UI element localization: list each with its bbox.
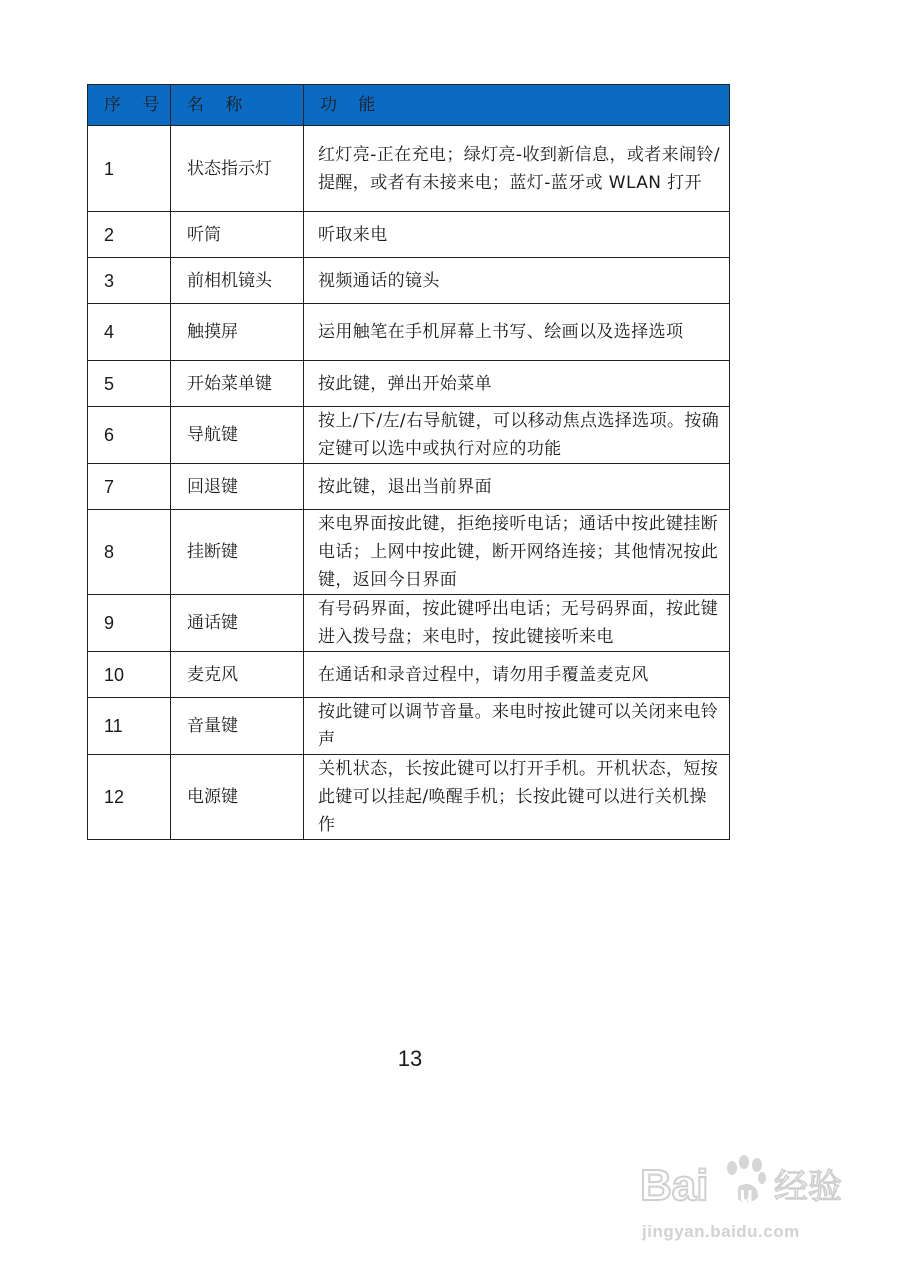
svg-text:Bai: Bai xyxy=(640,1161,709,1210)
row-number: 11 xyxy=(88,698,171,755)
table-row xyxy=(88,755,730,840)
row-description: 有号码界面，按此键呼出电话；无号码界面，按此键进入拨号盘；来电时，按此键接听来电 xyxy=(304,595,730,652)
row-name: 听筒 xyxy=(171,212,304,258)
row-description: 红灯亮-正在充电；绿灯亮-收到新信息，或者来闹铃/提醒，或者有未接来电；蓝灯-蓝牙或 WLAN 打开 xyxy=(304,126,730,212)
row-number: 5 xyxy=(88,361,171,407)
row-number: 2 xyxy=(88,212,171,258)
page-number: 13 xyxy=(397,1046,423,1071)
row-name: 触摸屏 xyxy=(171,304,304,361)
table-row xyxy=(88,258,730,304)
baidu-jingyan-watermark xyxy=(640,1144,870,1254)
row-name: 电源键 xyxy=(171,755,304,840)
row-description: 按上/下/左/右导航键，可以移动焦点选择选项。按确定键可以选中或执行对应的功能 xyxy=(304,407,730,464)
table-row xyxy=(88,407,730,464)
table-row xyxy=(88,698,730,755)
table-row xyxy=(88,361,730,407)
row-description: 视频通话的镜头 xyxy=(304,258,730,304)
row-name: 前相机镜头 xyxy=(171,258,304,304)
row-description: 听取来电 xyxy=(304,212,730,258)
header-name: 名 称 xyxy=(171,85,304,126)
header-number: 序 号 xyxy=(88,85,171,126)
component-table xyxy=(87,84,730,840)
watermark-domain: jingyan.baidu.com xyxy=(642,1222,800,1241)
row-name: 开始菜单键 xyxy=(171,361,304,407)
row-name: 挂断键 xyxy=(171,510,304,595)
row-description: 按此键可以调节音量。来电时按此键可以关闭来电铃声 xyxy=(304,698,730,755)
row-number: 10 xyxy=(88,652,171,698)
row-number: 8 xyxy=(88,510,171,595)
row-description: 在通话和录音过程中，请勿用手覆盖麦克风 xyxy=(304,652,730,698)
row-number: 9 xyxy=(88,595,171,652)
row-description: 关机状态，长按此键可以打开手机。开机状态，短按此键可以挂起/唤醒手机；长按此键可以进行关机操作 xyxy=(304,755,730,840)
table-row xyxy=(88,126,730,212)
table-row xyxy=(88,595,730,652)
table-row xyxy=(88,510,730,595)
table-row xyxy=(88,304,730,361)
row-number: 6 xyxy=(88,407,171,464)
svg-text:经验: 经验 xyxy=(774,1167,842,1207)
row-name: 状态指示灯 xyxy=(171,126,304,212)
row-description: 运用触笔在手机屏幕上书写、绘画以及选择选项 xyxy=(304,304,730,361)
table-row xyxy=(88,212,730,258)
row-number: 1 xyxy=(88,126,171,212)
table-row xyxy=(88,464,730,510)
row-name: 导航键 xyxy=(171,407,304,464)
row-number: 4 xyxy=(88,304,171,361)
table-header-row xyxy=(88,85,730,126)
row-number: 12 xyxy=(88,755,171,840)
row-name: 麦克风 xyxy=(171,652,304,698)
row-description: 按此键，退出当前界面 xyxy=(304,464,730,510)
row-description: 来电界面按此键，拒绝接听电话；通话中按此键挂断电话；上网中按此键，断开网络连接；其他情况按此键，返回今日界面 xyxy=(304,510,730,595)
row-name: 回退键 xyxy=(171,464,304,510)
header-function: 功 能 xyxy=(304,85,730,126)
table-row xyxy=(88,652,730,698)
row-description: 按此键，弹出开始菜单 xyxy=(304,361,730,407)
row-name: 通话键 xyxy=(171,595,304,652)
row-number: 7 xyxy=(88,464,171,510)
baidu-logo-icon xyxy=(640,1152,870,1212)
row-name: 音量键 xyxy=(171,698,304,755)
row-number: 3 xyxy=(88,258,171,304)
svg-text:du: du xyxy=(726,1182,753,1207)
